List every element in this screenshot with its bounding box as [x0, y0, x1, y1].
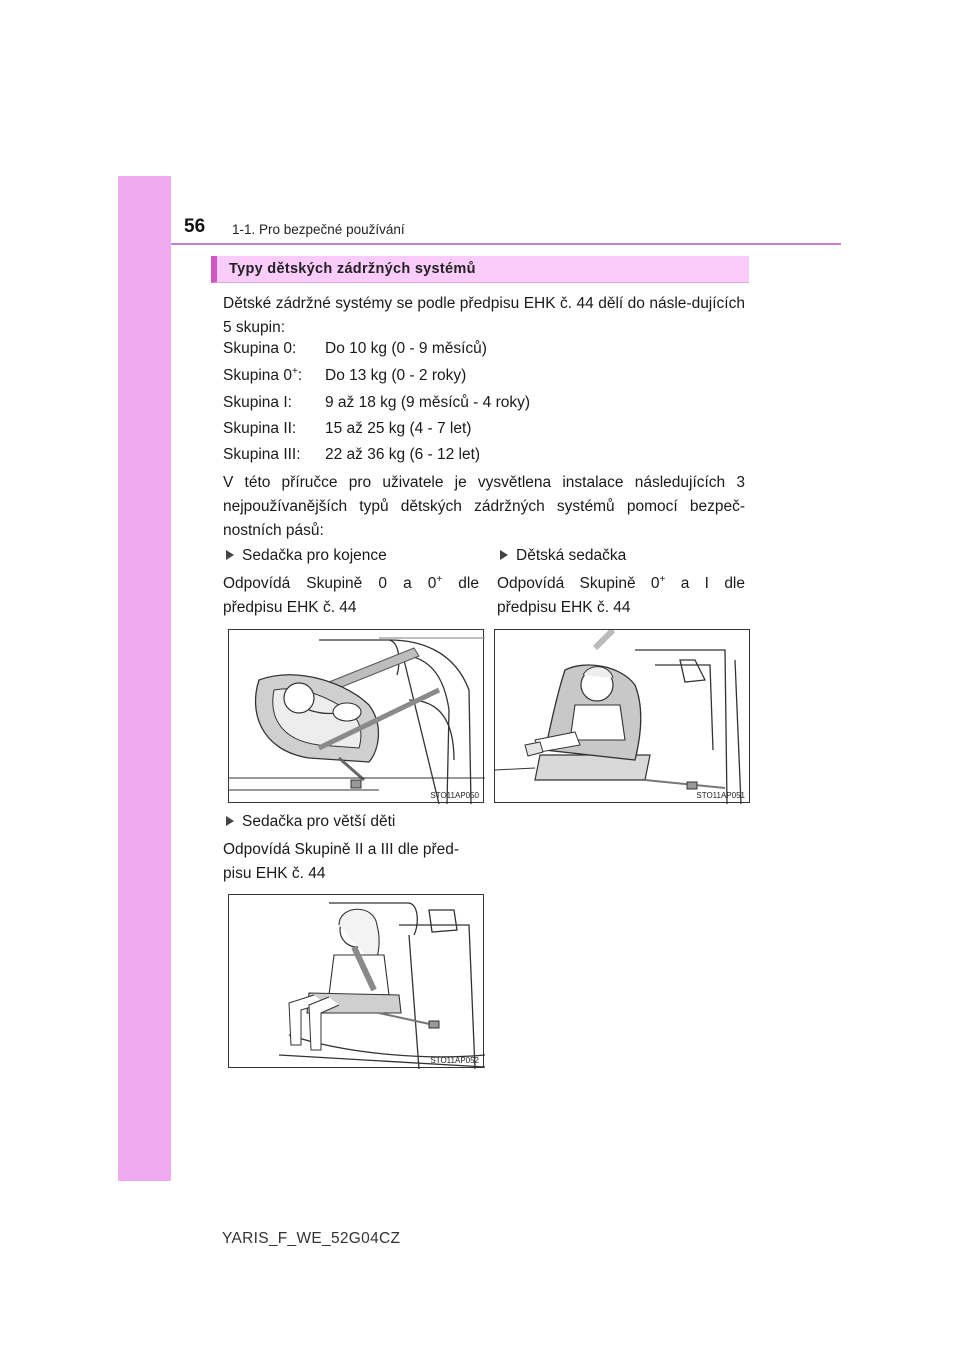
explanation-paragraph: V této příručce pro uživatele je vysvětlena instalace následujících 3 nejpoužívanějších typů dětských zádržných systémů pomocí bezpeč-nostních pásů: [223, 474, 745, 539]
group-desc: Do 13 kg (0 - 2 roky) [325, 367, 467, 384]
group-label: Skupina I: [223, 394, 292, 411]
seat-heading: Sedačka pro větší děti [226, 810, 395, 834]
page-number: 56 [184, 216, 206, 237]
section-heading-box [211, 256, 749, 283]
group-label: Skupina II: [223, 420, 297, 437]
booster-seat-illustration [228, 894, 484, 1068]
bullet-triangle-icon [226, 550, 234, 560]
seat-description: Odpovídá Skupině 0 a 0+ dle předpisu EHK č. 44 [223, 574, 479, 616]
group-row [223, 391, 530, 415]
group-desc: 15 až 25 kg (4 - 7 let) [325, 420, 472, 437]
bullet-triangle-icon [226, 816, 234, 826]
figure-code: STO11AP050 [430, 791, 479, 800]
figure-code: STO11AP052 [430, 1056, 479, 1065]
figure-code: STO11AP051 [696, 791, 745, 800]
group-row [223, 443, 480, 467]
seat-description: Odpovídá Skupině 0+ a I dle předpisu EHK č. 44 [497, 574, 745, 616]
bullet-triangle-icon [500, 550, 508, 560]
group-desc: 22 až 36 kg (6 - 12 let) [325, 446, 481, 463]
group-desc: Do 10 kg (0 - 9 měsíců) [325, 340, 487, 357]
section-title: Typy dětských zádržných systémů [229, 261, 476, 277]
group-row [223, 364, 466, 388]
seat-description: Odpovídá Skupině II a III dle před- pisu EHK č. 44 [223, 841, 460, 882]
seat-heading: Dětská sedačka [500, 544, 626, 568]
group-desc: 9 až 18 kg (9 měsíců - 4 roky) [325, 394, 531, 411]
infant-seat-illustration [228, 629, 484, 803]
seat-heading: Sedačka pro kojence [226, 544, 387, 568]
chapter-sidebar-tab [118, 176, 171, 1181]
group-label: Skupina III: [223, 446, 301, 463]
header-divider [171, 243, 841, 245]
group-row [223, 337, 487, 361]
group-label: Skupina 0+: [223, 366, 303, 384]
child-seat-illustration [494, 629, 750, 803]
group-label: Skupina 0: [223, 340, 297, 357]
document-code: YARIS_F_WE_52G04CZ [222, 1230, 401, 1247]
intro-paragraph: Dětské zádržné systémy se podle předpisu EHK č. 44 dělí do násle-dujících 5 skupin: [223, 295, 745, 336]
chapter-title: 1-1. Pro bezpečné používání [232, 222, 405, 237]
group-row [223, 417, 471, 441]
